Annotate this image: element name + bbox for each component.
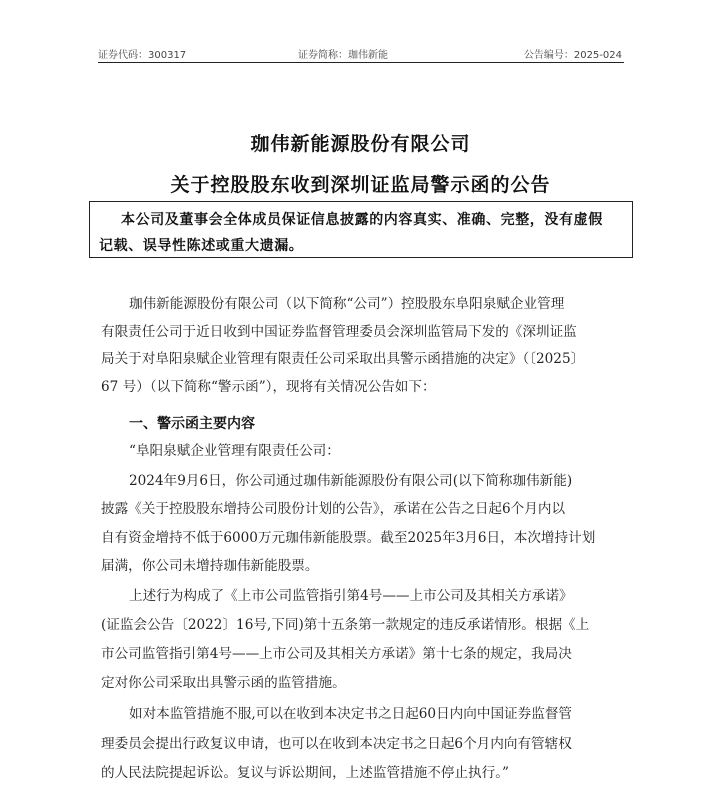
paragraph-line: 上述行为构成了《上市公司监管指引第4号——上市公司及其相关方承诺》 — [129, 588, 573, 604]
intro-line: 珈伟新能源股份有限公司（以下简称“公司”）控股股东阜阳泉赋企业管理 — [129, 296, 565, 312]
company-title: 珈伟新能源股份有限公司 — [250, 133, 471, 155]
notice-line-2: 记载、误导性陈述或重大遗漏。 — [99, 238, 304, 254]
paragraph-line: 理委员会提出行政复议申请，也可以在收到本决定书之日起6个月内向有管辖权 — [101, 736, 572, 752]
paragraph-line: 的人民法院提起诉讼。复议与诉讼期间，上述监管措施不停止执行。” — [101, 765, 509, 781]
security-name: 证券简称：珈伟新能 — [298, 50, 388, 61]
paragraph-line: 定对你公司采取出具警示函的监管措施。 — [101, 675, 346, 691]
intro-line: 局关于对阜阳泉赋企业管理有限责任公司采取出具警示函措施的决定》（〔2025〕 — [101, 351, 585, 367]
salutation: “阜阳泉赋企业管理有限责任公司： — [129, 443, 340, 459]
paragraph-line: 自有资金增持不低于6000万元珈伟新能股票。截至2025年3月6日，本次增持计划 — [101, 530, 596, 546]
paragraph-line: 披露《关于控股股东增持公司股份计划的公告》，承诺在公告之日起6个月内以 — [101, 501, 566, 517]
paragraph-line: (证监会公告〔2022〕16号,下同)第十五条第一款规定的违反承诺情形。根据《上 — [101, 617, 590, 633]
paragraph-line: 届满，你公司未增持珈伟新能股票。 — [101, 558, 319, 574]
header-divider — [98, 62, 624, 63]
security-code: 证券代码：300317 — [98, 50, 187, 61]
intro-line: 67 号）（以下简称“警示函”），现将有关情况公告如下： — [101, 379, 436, 395]
notice-line-1: 本公司及董事会全体成员保证信息披露的内容真实、准确、完整，没有虚假 — [121, 212, 603, 228]
announcement-number: 公告编号：2025-024 — [523, 50, 622, 61]
page-header — [98, 46, 622, 62]
intro-line: 有限责任公司于近日收到中国证券监督管理委员会深圳监管局下发的《深圳证监 — [101, 324, 577, 340]
paragraph-line: 2024年9月6日，你公司通过珈伟新能源股份有限公司(以下简称珈伟新能) — [129, 473, 573, 489]
paragraph-line: 如对本监管措施不服,可以在收到本决定书之日起60日内向中国证券监督管 — [129, 706, 573, 722]
paragraph-line: 市公司监管指引第4号——上市公司及其相关方承诺》第十七条的规定，我局决 — [101, 646, 572, 662]
section-heading: 一、警示函主要内容 — [129, 416, 255, 432]
announcement-title: 关于控股股东收到深圳证监局警示函的公告 — [170, 174, 551, 196]
